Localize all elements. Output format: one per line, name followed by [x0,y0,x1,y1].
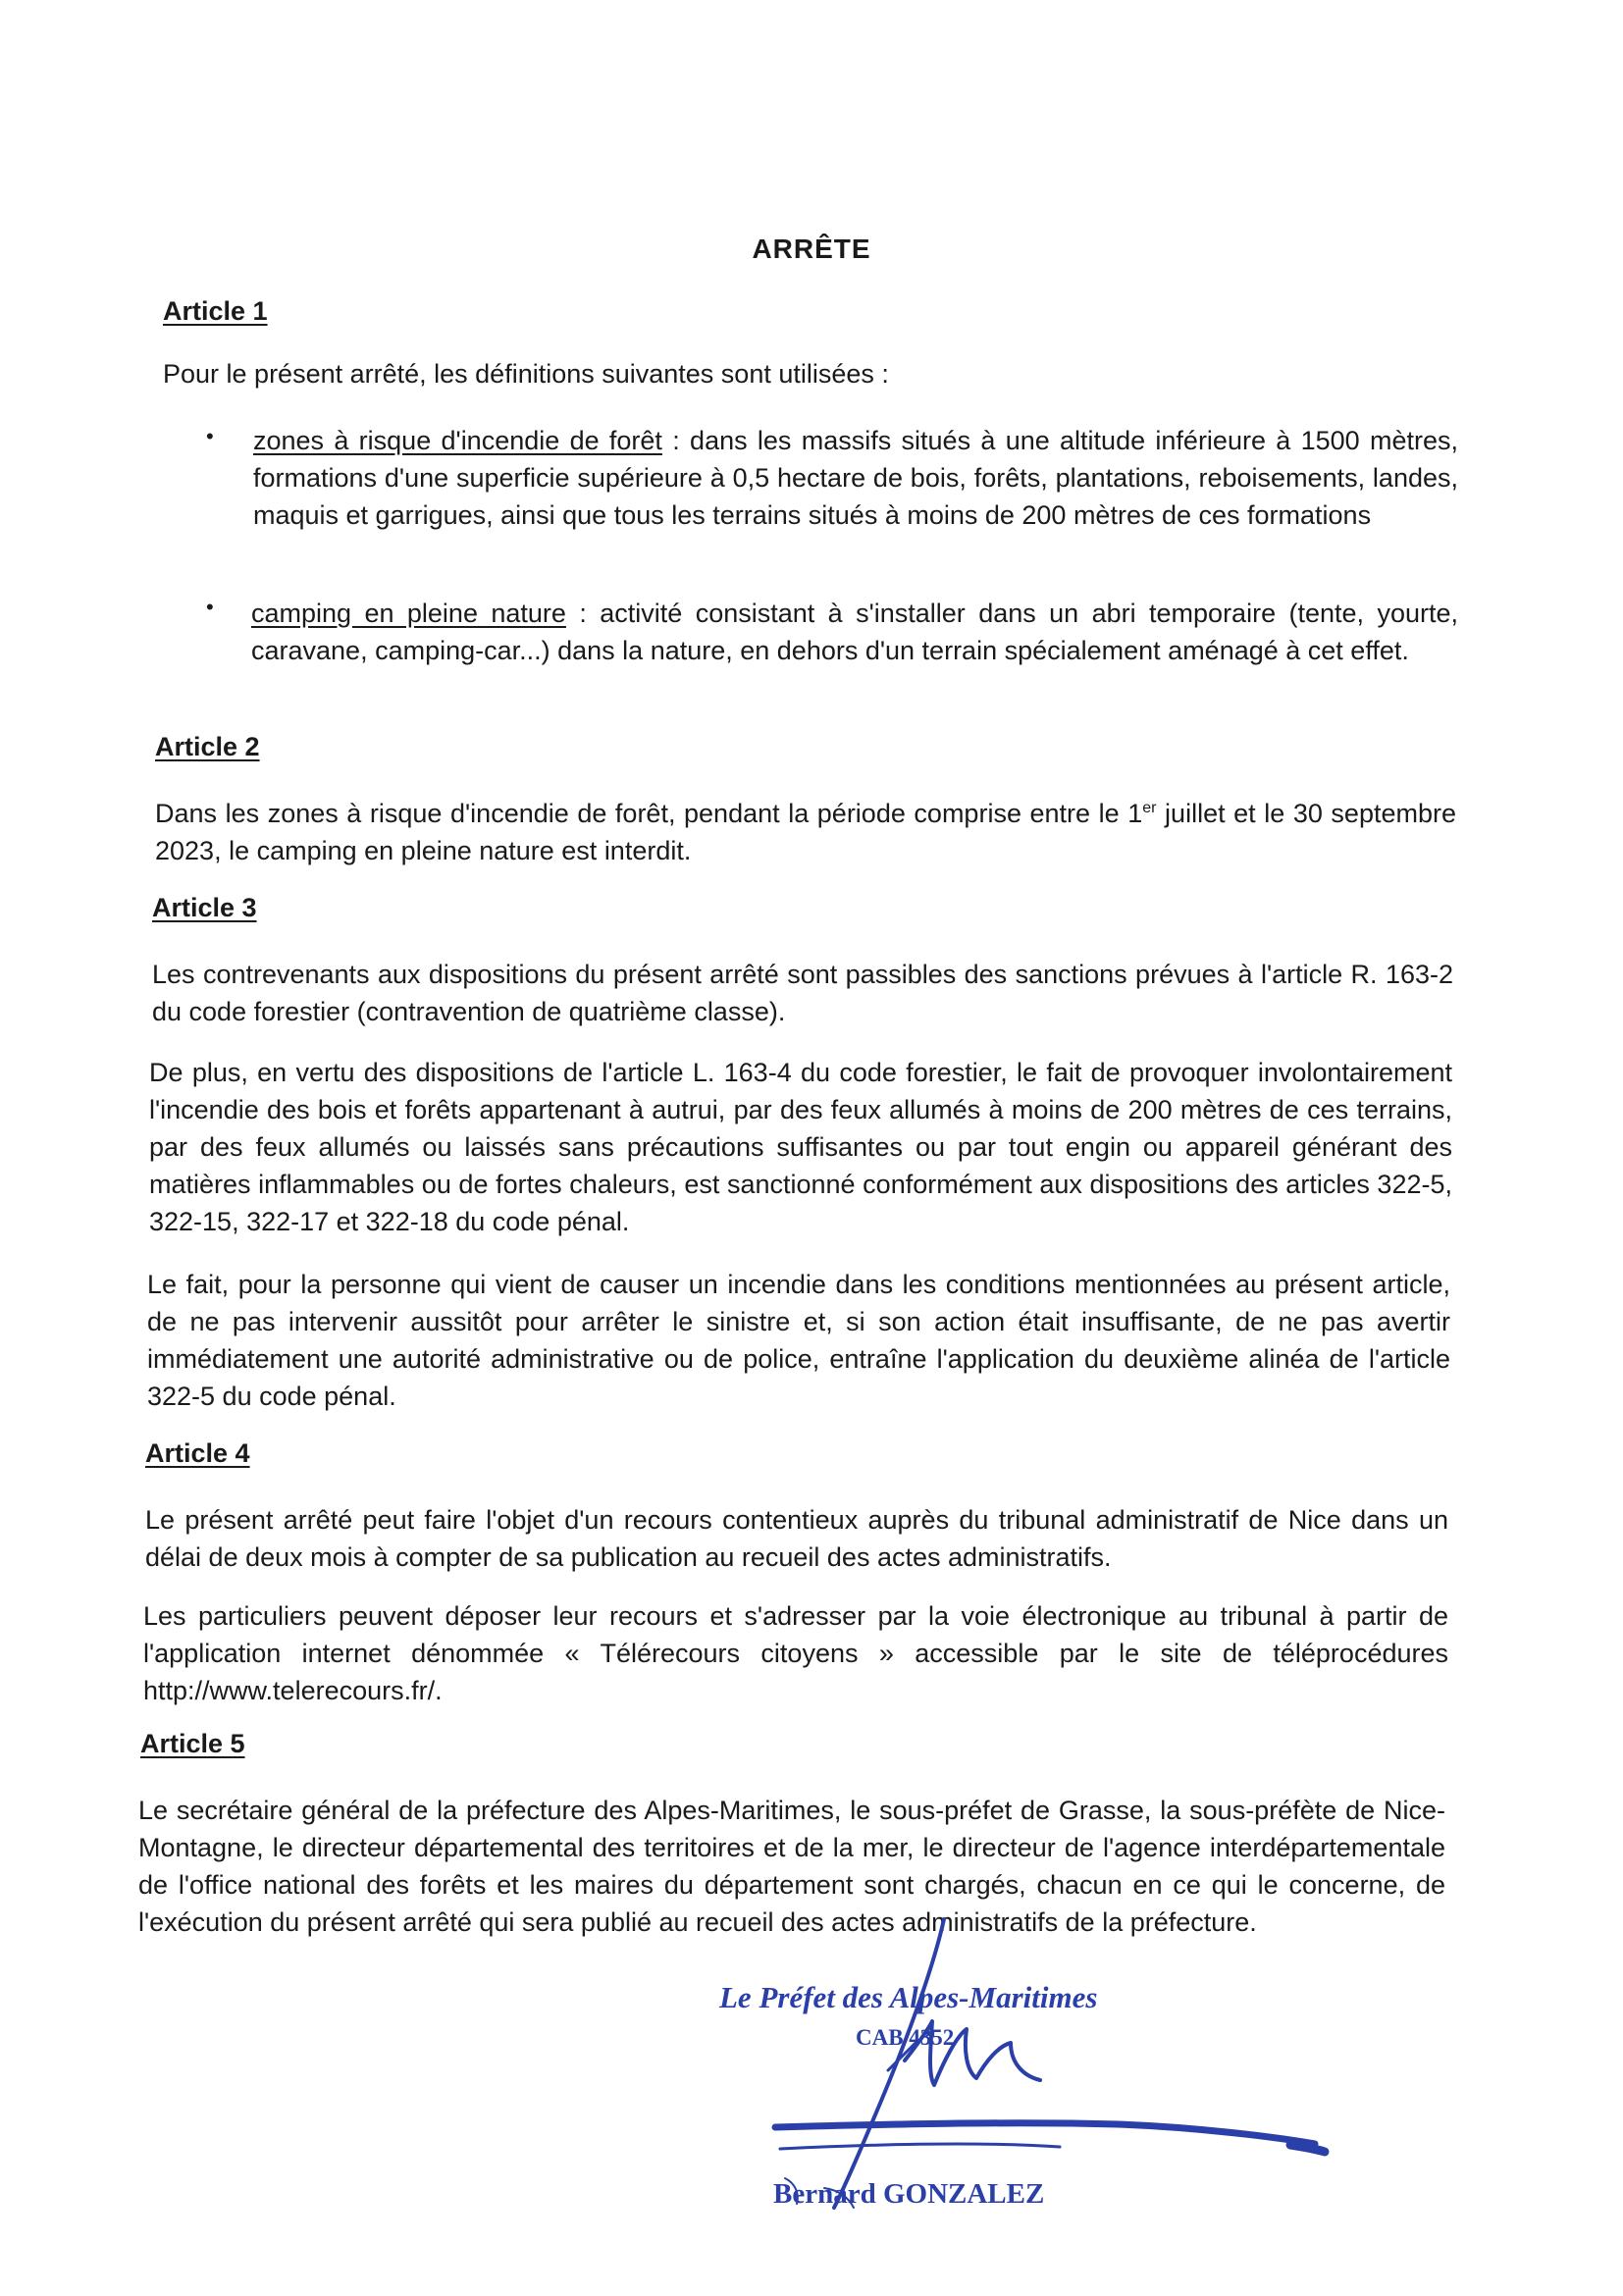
definition-zones-risque [253,422,1458,534]
article-1-heading: Article 1 [163,296,268,326]
definition-term-2: camping en pleine nature [251,599,566,628]
bullet-dot-1: • [206,424,214,448]
article-2-text-after: juillet et le 30 septembre 2023, le camping en pleine nature est interdit. [155,799,1456,865]
article-5-paragraph-1: Le secrétaire général de la préfecture des Alpes-Maritimes, le sous-préfet de Grasse, la sous-préfète de Nice-Montagne, le directeur départemental des territoires et de la mer, le directeur de l'agence interdépartementale de l'office national des forêts et les maires du département sont chargés, chacun en ce qui le concerne, de l'exécution du présent arrêté qui sera publié au recueil des actes administratifs de la préfecture. [138,1796,1445,1937]
article-3-paragraph-3: Le fait, pour la personne qui vient de causer un incendie dans les conditions mentionnées au présent article, de ne pas intervenir aussitôt pour arrêter le sinistre et, si son action était insuffisante, de ne pas avertir immédiatement une autorité administrative ou de police, entraîne l'application du deuxième alinéa de l'article 322-5 du code pénal. [147,1270,1450,1411]
article-3-paragraph-2: De plus, en vertu des dispositions de l'article L. 163-4 du code forestier, le fait de provoquer involontairement l'incendie des bois et forêts appartenant à autrui, par des feux allumés à moins de 200 mètres de ces terrains, par des feux allumés ou laissés sans précautions suffisantes ou par tout engin ou appareil générant des matières inflammables ou de fortes chaleurs, est sanctionné conformément aux dispositions des articles 322-5, 322-15, 322-17 et 322-18 du code pénal. [149,1058,1452,1236]
handwritten-signature-icon [687,1913,1335,2237]
definition-term-1: zones à risque d'incendie de forêt [253,426,662,455]
article-3-heading: Article 3 [152,893,257,922]
article-5-heading: Article 5 [140,1729,245,1758]
article-4-paragraph-1: Le présent arrêté peut faire l'objet d'un recours contentieux auprès du tribunal administratif de Nice dans un délai de deux mois à compter de sa publication au recueil des actes administratifs. [145,1505,1448,1572]
document-title: ARRÊTE [752,234,871,264]
article-3-paragraph-1: Les contrevenants aux dispositions du présent arrêté sont passibles des sanctions prévues à l'article R. 163-2 du code forestier (contravention de quatrième classe). [152,960,1453,1026]
definition-camping [251,595,1458,669]
article-2-sup: er [1142,800,1157,816]
bullet-dot-2: • [206,595,214,619]
definition-text-2: : activité consistant à s'installer dans un abri temporaire (tente, yourte, caravane, camping-car...) dans la nature, en dehors d'un terrain spécialement aménagé à cet effet. [251,599,1458,665]
article-2-heading: Article 2 [155,732,260,761]
article-4-paragraph-2: Les particuliers peuvent déposer leur recours et s'adresser par la voie électronique au tribunal à partir de l'application internet dénommée « Télérecours citoyens » accessible par le site de téléprocédures http://www.telerecours.fr/. [143,1601,1448,1705]
article-4-heading: Article 4 [145,1438,250,1468]
signature-title: Le Préfet des Alpes-Maritimes [719,1980,1098,2014]
signature-name: Bernard GONZALEZ [773,2178,1045,2210]
article-2-text-before: Dans les zones à risque d'incendie de forêt, pendant la période comprise entre le 1 [155,799,1143,828]
signature-code: CAB 4352 [856,2025,955,2050]
article-2-text [155,795,1456,869]
definition-text-1: : dans les massifs situés à une altitude inférieure à 1500 mètres, formations d'une superficie supérieure à 0,5 hectare de bois, forêts, plantations, reboisements, landes, maquis et garrigues, ainsi que tous les terrains situés à moins de 200 mètres de ces formations [253,426,1458,530]
article-1-intro: Pour le présent arrêté, les définitions suivantes sont utilisées : [163,359,889,389]
